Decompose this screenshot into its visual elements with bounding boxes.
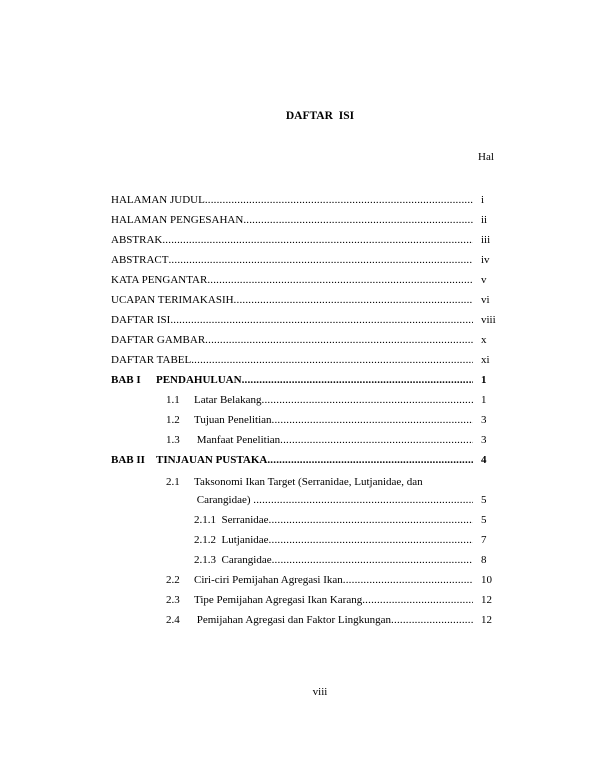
toc-subentry: 2.2 Ciri-ciri Pemijahan Agregasi Ikan ..... 10 [166, 572, 497, 588]
toc-subentry: 1.1 Latar Belakang ..... 1 [166, 392, 497, 408]
toc-subentry: 2.3 Tipe Pemijahan Agregasi Ikan Karang ..... 12 [166, 592, 497, 608]
toc-entry: HALAMAN PENGESAHAN ..... ii [111, 212, 497, 228]
toc-subsubentry: 2.1.1 Serranidae ..... 5 [194, 512, 497, 528]
toc-subentry: 1.3 Manfaat Penelitian ..... 3 [166, 432, 497, 448]
toc-subsubentry: 2.1.3 Carangidae ..... 8 [194, 552, 497, 568]
toc-entry: ABSTRAK ..... iii [111, 232, 497, 248]
toc-subentry: 1.2 Tujuan Penelitian ..... 3 [166, 412, 497, 428]
page-number: viii [312, 686, 328, 698]
toc-subentry: 2.4 Pemijahan Agregasi dan Faktor Lingkungan ..... 12 [166, 612, 497, 628]
toc-subentry: 2.1 Taksonomi Ikan Target (Serranidae, Lutjanidae, dan [166, 476, 423, 488]
toc-chapter: BAB I PENDAHULUAN ..... 1 [111, 372, 497, 388]
page-title: DAFTAR ISI [285, 110, 355, 122]
toc-entry: UCAPAN TERIMAKASIH ..... vi [111, 292, 497, 308]
toc-subentry-continued: Carangidae) ..... 5 [194, 492, 497, 508]
toc-entry: HALAMAN JUDUL ..... i [111, 192, 497, 208]
toc-entry: DAFTAR TABEL ..... xi [111, 352, 497, 368]
toc-entry: KATA PENGANTAR ..... v [111, 272, 497, 288]
toc-entry: ABSTRACT ..... iv [111, 252, 497, 268]
toc-chapter: BAB II TINJAUAN PUSTAKA ..... 4 [111, 452, 497, 468]
toc-entry: DAFTAR ISI ..... viii [111, 312, 497, 328]
page-column-header: Hal [478, 151, 494, 163]
toc-entry: DAFTAR GAMBAR ..... x [111, 332, 497, 348]
toc-subsubentry: 2.1.2 Lutjanidae ..... 7 [194, 532, 497, 548]
